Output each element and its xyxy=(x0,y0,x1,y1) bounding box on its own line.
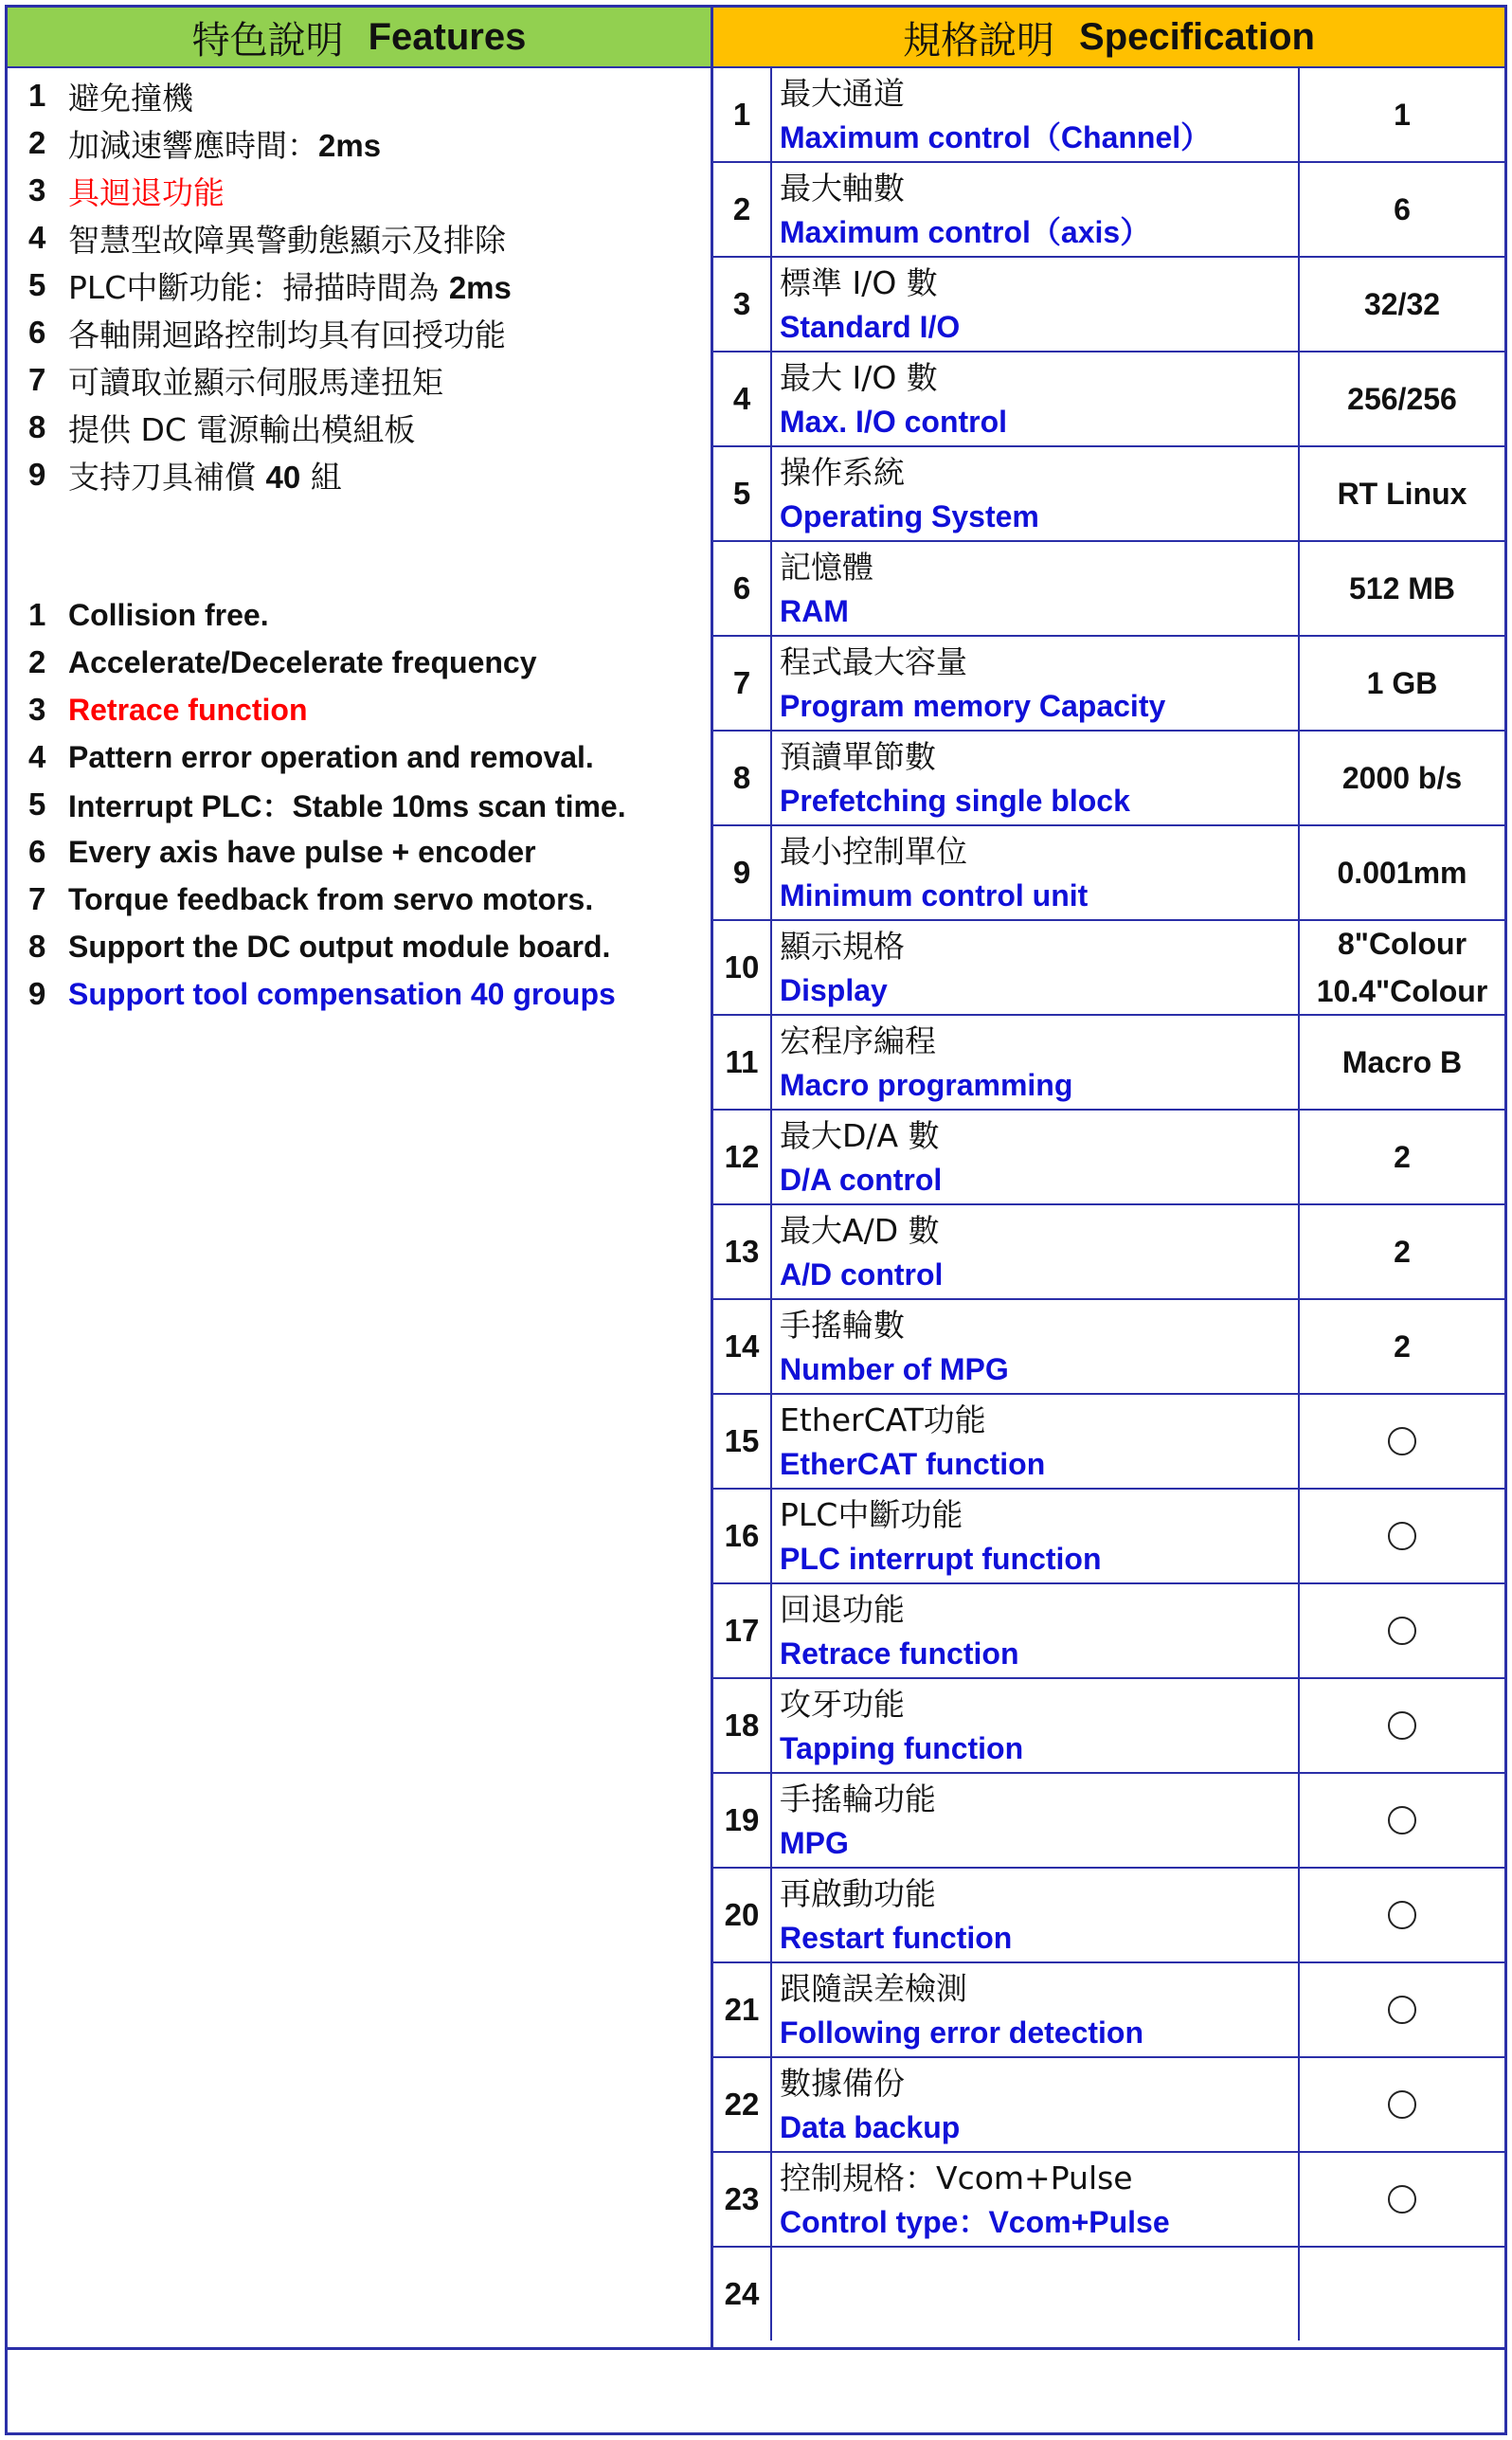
spec-row-description xyxy=(780,451,1291,538)
spec-row-number: 8 xyxy=(713,732,772,824)
feature-number: 5 xyxy=(28,786,46,822)
spec-value-line: 2 xyxy=(1394,1329,1411,1364)
spec-row-description xyxy=(780,1588,1291,1675)
spec-header xyxy=(713,8,1504,68)
spec-row-description xyxy=(780,1872,1291,1960)
supported-circle-icon xyxy=(1388,1806,1416,1835)
feature-number: 4 xyxy=(28,739,46,774)
spec-label-en: Prefetching single block xyxy=(780,784,1130,818)
feature-text-en: Torque feedback from servo motors. xyxy=(68,881,594,916)
feature-text-en: Collision free. xyxy=(68,597,269,632)
spec-value xyxy=(1298,921,1504,1014)
spec-row xyxy=(713,1869,1504,1963)
supported-circle-icon xyxy=(1388,1617,1416,1645)
spec-row-number: 17 xyxy=(713,1584,772,1677)
spec-label-zh: 最大軸數 xyxy=(780,170,905,207)
feature-text-zh xyxy=(68,406,415,450)
spec-value xyxy=(1298,1774,1504,1867)
feature-text-zh xyxy=(68,453,342,497)
feature-item-zh xyxy=(28,451,701,498)
features-header-en: Features xyxy=(368,15,527,58)
spec-row xyxy=(713,732,1504,826)
spec-value xyxy=(1298,1584,1504,1677)
spec-row xyxy=(713,1584,1504,1679)
spec-label-zh: PLC中斷功能 xyxy=(780,1496,963,1533)
spec-row-description xyxy=(780,1304,1291,1391)
feature-text-main: 支持刀具補償 xyxy=(68,458,266,496)
spec-row-number: 5 xyxy=(713,447,772,540)
spec-value-line: 2 xyxy=(1394,1140,1411,1174)
feature-number: 9 xyxy=(28,976,46,1011)
spec-label-en: Restart function xyxy=(780,1921,1013,1955)
spec-row-number: 16 xyxy=(713,1490,772,1582)
feature-text-zh xyxy=(68,358,443,403)
spec-table xyxy=(713,68,1504,2342)
spec-value-line: 0.001mm xyxy=(1337,856,1467,890)
spec-label-en: Display xyxy=(780,973,888,1007)
spec-row xyxy=(713,921,1504,1016)
spec-row-description xyxy=(780,2251,1291,2339)
feature-number: 2 xyxy=(28,125,46,160)
spec-label-en: RAM xyxy=(780,594,849,628)
feature-number: 6 xyxy=(28,834,46,869)
spec-label-zh: 程式最大容量 xyxy=(780,643,967,680)
spec-row-number: 2 xyxy=(713,163,772,256)
spec-label-zh: 預讀單節數 xyxy=(780,738,936,775)
feature-number: 9 xyxy=(28,457,46,492)
spec-label-en: MPG xyxy=(780,1826,849,1860)
feature-text-main: 各軸開迴路控制均具有回授功能 xyxy=(68,316,506,353)
spec-value-line: Macro B xyxy=(1341,1045,1463,1079)
feature-text-bold: 40 xyxy=(265,459,301,495)
spec-value-line: 6 xyxy=(1394,192,1411,226)
spec-row xyxy=(713,1205,1504,1300)
feature-item-zh xyxy=(28,119,701,167)
features-list-zh xyxy=(28,72,701,498)
spec-value xyxy=(1298,447,1504,540)
spec-label-en: D/A control xyxy=(780,1163,943,1197)
feature-number: 1 xyxy=(28,597,46,632)
feature-number: 4 xyxy=(28,220,46,255)
spec-value xyxy=(1298,352,1504,445)
spec-label-zh: 記憶體 xyxy=(780,549,873,586)
supported-circle-icon xyxy=(1388,1711,1416,1740)
spec-value xyxy=(1298,163,1504,256)
features-header-zh: 特色說明 xyxy=(191,18,344,63)
feature-text-zh xyxy=(68,121,381,166)
spec-row-number: 21 xyxy=(713,1963,772,2056)
bottom-empty-area xyxy=(8,2350,1504,2432)
spec-label-en: Minimum control unit xyxy=(780,878,1089,913)
spec-row-description xyxy=(780,735,1291,822)
spec-label-en xyxy=(780,2295,1291,2339)
spec-row xyxy=(713,352,1504,447)
supported-circle-icon xyxy=(1388,1901,1416,1929)
spec-label-zh: EtherCAT功能 xyxy=(780,1401,986,1438)
spec-label-en: Maximum control（Channel） xyxy=(780,120,1212,154)
spec-row-number: 9 xyxy=(713,826,772,919)
feature-text-main: 可讀取並顯示伺服馬達扭矩 xyxy=(68,363,443,401)
spec-row-number: 3 xyxy=(713,258,772,351)
spec-row xyxy=(713,637,1504,732)
spec-value-line: 256/256 xyxy=(1347,382,1457,416)
feature-item-en xyxy=(28,686,701,733)
spec-value-line: 8"Colour xyxy=(1337,927,1467,961)
spec-row xyxy=(713,542,1504,637)
spec-label-zh: 宏程序編程 xyxy=(780,1022,936,1059)
feature-number: 7 xyxy=(28,362,46,397)
feature-number: 1 xyxy=(28,78,46,113)
spec-label-en: PLC interrupt function xyxy=(780,1542,1102,1576)
spec-row-number: 18 xyxy=(713,1679,772,1772)
supported-circle-icon xyxy=(1388,2185,1416,2214)
spec-label-en: Number of MPG xyxy=(780,1352,1009,1386)
spec-row-number: 23 xyxy=(713,2153,772,2246)
spec-row-description xyxy=(780,546,1291,633)
spec-row-description xyxy=(780,1778,1291,1865)
feature-text-main: PLC中斷功能：掃描時間為 xyxy=(68,268,449,306)
spec-row-description xyxy=(780,2157,1291,2244)
feature-item-en xyxy=(28,781,701,828)
feature-item-en xyxy=(28,591,701,639)
spec-value xyxy=(1298,637,1504,730)
spec-row-description xyxy=(780,1493,1291,1581)
spec-header-en: Specification xyxy=(1079,15,1315,58)
supported-circle-icon xyxy=(1388,2090,1416,2119)
feature-item-en xyxy=(28,970,701,1018)
spec-row-number: 20 xyxy=(713,1869,772,1961)
spec-value xyxy=(1298,2153,1504,2246)
spec-label-en: A/D control xyxy=(780,1257,944,1292)
spec-value xyxy=(1298,542,1504,635)
spec-label-zh: 回退功能 xyxy=(780,1591,905,1628)
feature-text-en: Interrupt PLC：Stable 10ms scan time. xyxy=(68,789,626,823)
spec-row xyxy=(713,1111,1504,1205)
spec-label-zh xyxy=(780,2251,1291,2295)
feature-text-main: 提供 DC 電源輸出模組板 xyxy=(68,410,416,448)
spec-row xyxy=(713,68,1504,163)
spec-row-number: 12 xyxy=(713,1111,772,1203)
spec-value xyxy=(1298,1016,1504,1109)
supported-circle-icon xyxy=(1388,1427,1416,1455)
feature-text-zh xyxy=(68,311,506,355)
feature-number: 6 xyxy=(28,315,46,350)
feature-text-en: Support tool compensation 40 groups xyxy=(68,976,616,1011)
spec-label-zh: 控制規格：Vcom+Pulse xyxy=(780,2160,1133,2196)
spec-row xyxy=(713,447,1504,542)
spec-label-zh: 操作系統 xyxy=(780,454,905,491)
spec-row-number: 6 xyxy=(713,542,772,635)
feature-text-en: Retrace function xyxy=(68,692,308,727)
feature-text-en: Accelerate/Decelerate frequency xyxy=(68,644,537,679)
feature-item-en xyxy=(28,733,701,781)
spec-row-description xyxy=(780,1209,1291,1296)
spec-row xyxy=(713,2248,1504,2342)
feature-item-zh xyxy=(28,214,701,262)
spec-row-number: 4 xyxy=(713,352,772,445)
spec-label-zh: 最大D/A 數 xyxy=(780,1117,940,1154)
feature-item-en xyxy=(28,923,701,970)
spec-row-number: 13 xyxy=(713,1205,772,1298)
spec-value xyxy=(1298,2248,1504,2341)
spec-label-zh: 最大通道 xyxy=(780,75,905,112)
feature-number: 3 xyxy=(28,692,46,727)
spec-row-number: 7 xyxy=(713,637,772,730)
feature-item-en xyxy=(28,876,701,923)
spec-row-number: 10 xyxy=(713,921,772,1014)
spec-value xyxy=(1298,826,1504,919)
spec-header-zh: 規格說明 xyxy=(903,18,1055,63)
feature-text-bold: 2ms xyxy=(318,127,382,163)
spec-value-line: RT Linux xyxy=(1337,477,1467,511)
spec-row xyxy=(713,1490,1504,1584)
spec-row-number: 1 xyxy=(713,68,772,161)
spec-row-description xyxy=(780,356,1291,443)
spec-row-description xyxy=(780,167,1291,254)
spec-row-description xyxy=(780,1683,1291,1770)
spec-row-number: 19 xyxy=(713,1774,772,1867)
feature-text-zh xyxy=(68,74,193,118)
feature-text-en: Every axis have pulse + encoder xyxy=(68,834,536,869)
feature-text-zh xyxy=(68,263,512,308)
spec-label-zh: 手搖輪功能 xyxy=(780,1780,936,1817)
spec-value-line: 10.4"Colour xyxy=(1316,974,1488,1008)
spec-value xyxy=(1298,732,1504,824)
features-list-en xyxy=(28,591,701,1018)
spec-label-zh: 數據備份 xyxy=(780,2065,905,2102)
spec-row xyxy=(713,2153,1504,2248)
feature-text-main: 具迴退功能 xyxy=(68,173,225,211)
spec-row-number: 22 xyxy=(713,2058,772,2151)
spec-row xyxy=(713,258,1504,352)
spec-value xyxy=(1298,68,1504,161)
features-header xyxy=(8,8,711,68)
spec-row xyxy=(713,1679,1504,1774)
feature-text-main: 避免撞機 xyxy=(68,79,193,117)
spec-row-description xyxy=(780,1020,1291,1107)
spec-value xyxy=(1298,258,1504,351)
spec-row-number: 15 xyxy=(713,1395,772,1488)
spec-row-description xyxy=(780,262,1291,349)
spec-value xyxy=(1298,1490,1504,1582)
spec-value-line: 1 xyxy=(1394,98,1411,132)
feature-text-main: 智慧型故障異警動態顯示及排除 xyxy=(68,221,506,259)
spec-label-zh: 標準 I/O 數 xyxy=(780,264,938,301)
spec-label-en: Following error detection xyxy=(780,2015,1144,2050)
spec-label-en: Maximum control（axis） xyxy=(780,215,1151,249)
spec-sheet xyxy=(5,5,1507,2435)
supported-circle-icon xyxy=(1388,1522,1416,1550)
feature-number: 2 xyxy=(28,644,46,679)
feature-item-zh xyxy=(28,262,701,309)
spec-row-description xyxy=(780,72,1291,159)
spec-row xyxy=(713,2058,1504,2153)
spec-label-zh: 顯示規格 xyxy=(780,928,905,965)
spec-row-number: 24 xyxy=(713,2248,772,2341)
spec-value xyxy=(1298,1111,1504,1203)
spec-label-zh: 最小控制單位 xyxy=(780,833,967,870)
spec-value-line: 32/32 xyxy=(1363,287,1441,321)
feature-text-bold: 2ms xyxy=(448,269,512,305)
spec-value-line: 1 GB xyxy=(1366,666,1438,700)
spec-label-en: Program memory Capacity xyxy=(780,689,1166,723)
spec-label-zh: 攻牙功能 xyxy=(780,1686,905,1723)
spec-row-description xyxy=(780,830,1291,917)
spec-label-en: Data backup xyxy=(780,2110,961,2144)
spec-label-en: Operating System xyxy=(780,499,1039,533)
spec-row xyxy=(713,1963,1504,2058)
spec-row-description xyxy=(780,1967,1291,2054)
feature-text-en: Pattern error operation and removal. xyxy=(68,739,594,774)
spec-label-zh: 最大 I/O 數 xyxy=(780,359,938,396)
spec-row-description xyxy=(780,1399,1291,1486)
feature-number: 7 xyxy=(28,881,46,916)
spec-value xyxy=(1298,2058,1504,2151)
spec-value-line: 512 MB xyxy=(1348,571,1456,605)
spec-label-zh: 手搖輪數 xyxy=(780,1307,905,1344)
spec-label-zh: 再啟動功能 xyxy=(780,1875,936,1912)
spec-row xyxy=(713,163,1504,258)
spec-value xyxy=(1298,1963,1504,2056)
spec-value xyxy=(1298,1869,1504,1961)
feature-number: 3 xyxy=(28,172,46,208)
feature-text-suffix: 組 xyxy=(300,458,342,496)
feature-number: 8 xyxy=(28,409,46,444)
spec-value-line: 2 xyxy=(1394,1235,1411,1269)
feature-text-zh xyxy=(68,216,506,261)
feature-item-zh xyxy=(28,404,701,451)
spec-row-description xyxy=(780,641,1291,728)
spec-label-en: Standard I/O xyxy=(780,310,961,344)
spec-label-en: Tapping function xyxy=(780,1731,1024,1765)
feature-item-en xyxy=(28,639,701,686)
spec-value xyxy=(1298,1395,1504,1488)
spec-row xyxy=(713,1395,1504,1490)
feature-text-en: Support the DC output module board. xyxy=(68,929,611,964)
feature-number: 5 xyxy=(28,267,46,302)
spec-row xyxy=(713,1016,1504,1111)
spec-row xyxy=(713,826,1504,921)
spec-row-description xyxy=(780,925,1291,1012)
supported-circle-icon xyxy=(1388,1996,1416,2024)
spec-label-en: Macro programming xyxy=(780,1068,1073,1102)
feature-item-zh xyxy=(28,167,701,214)
feature-item-zh xyxy=(28,72,701,119)
spec-row-number: 14 xyxy=(713,1300,772,1393)
spec-value xyxy=(1298,1679,1504,1772)
spec-label-en: Retrace function xyxy=(780,1636,1019,1671)
spec-label-zh: 最大A/D 數 xyxy=(780,1212,940,1249)
feature-text-main: 加減速響應時間： xyxy=(68,126,318,164)
spec-value xyxy=(1298,1205,1504,1298)
spec-row xyxy=(713,1300,1504,1395)
spec-row-description xyxy=(780,1114,1291,1202)
spec-value xyxy=(1298,1300,1504,1393)
spec-label-zh: 跟隨誤差檢測 xyxy=(780,1970,967,2007)
feature-item-zh xyxy=(28,356,701,404)
feature-item-en xyxy=(28,828,701,876)
spec-label-en: Max. I/O control xyxy=(780,405,1008,439)
feature-number: 8 xyxy=(28,929,46,964)
spec-row-description xyxy=(780,2062,1291,2149)
spec-row xyxy=(713,1774,1504,1869)
spec-value-line: 2000 b/s xyxy=(1341,761,1463,795)
spec-row-number: 11 xyxy=(713,1016,772,1109)
feature-text-zh xyxy=(68,169,225,213)
spec-label-en: EtherCAT function xyxy=(780,1447,1046,1481)
feature-item-zh xyxy=(28,309,701,356)
spec-label-en: Control type：Vcom+Pulse xyxy=(780,2205,1170,2239)
